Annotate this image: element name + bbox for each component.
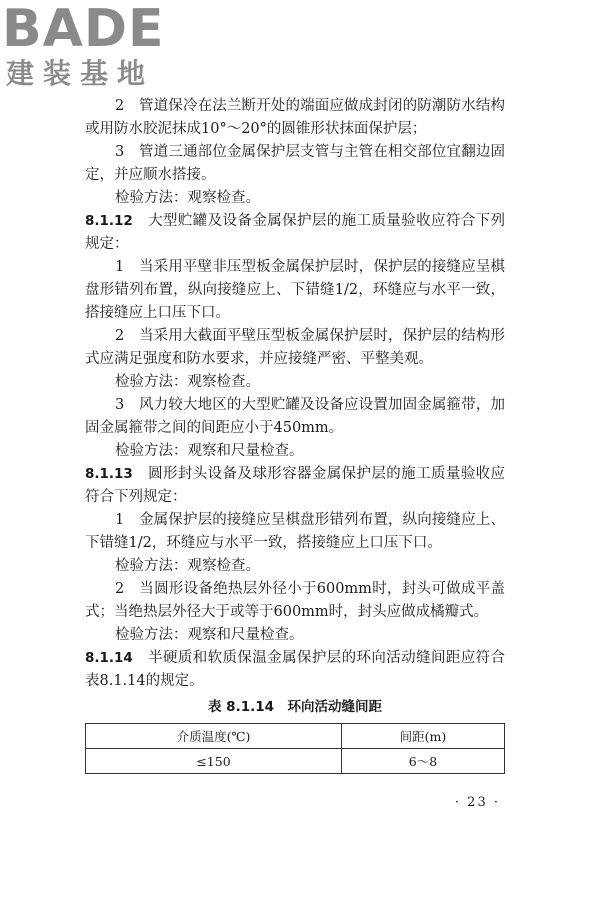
body-paragraph: [85, 578, 505, 624]
logo-brand-text: BADE: [2, 0, 165, 59]
clause-number: 8.1.14: [85, 650, 133, 666]
clause-number: 8.1.13: [85, 466, 133, 482]
paragraph-text: 半硬质和软质保温金属保护层的环向活动缝间距应符合表8.1.14的规定。: [85, 650, 505, 689]
body-paragraph: [85, 95, 505, 141]
paragraph-text: 3 风力较大地区的大型贮罐及设备应设置加固金属箍带，加固金属箍带之间的间距应小于450mm。: [85, 397, 505, 436]
body-paragraph: [85, 371, 505, 394]
body-paragraph: [85, 325, 505, 371]
paragraph-text: 圆形封头设备及球形容器金属保护层的施工质量验收应符合下列规定：: [85, 466, 505, 505]
paragraph-text: 3 管道三通部位金属保护层支管与主管在相交部位宜翻边固定，并应顺水搭接。: [85, 144, 505, 183]
paragraph-text: 1 金属保护层的接缝应呈棋盘形错列布置，纵向接缝应上、下错缝1/2，环缝应与水平一致，搭接缝应上口压下口。: [85, 512, 505, 551]
paragraph-text: 检验方法：观察和尺量检查。: [115, 627, 304, 643]
body-paragraph: [85, 256, 505, 325]
table-title: 表 8.1.14 环向活动缝间距: [207, 699, 383, 715]
brand-logo: [2, 2, 177, 94]
table-row: [86, 749, 505, 774]
body-paragraph: [85, 394, 505, 440]
table-header-row: [86, 724, 505, 749]
table-cell: ≤150: [86, 749, 342, 774]
clause-number: 8.1.12: [85, 213, 133, 229]
body-paragraph: [85, 187, 505, 210]
paragraph-text: 大型贮罐及设备金属保护层的施工质量验收应符合下列规定：: [85, 213, 505, 252]
paragraph-text: 2 管道保冷在法兰断开处的端面应做成封闭的防潮防水结构或用防水胶泥抹成10°～20°的圆锥形状抹面保护层；: [85, 98, 505, 137]
clause-paragraph: [85, 210, 505, 256]
paragraph-text: 2 当采用大截面平壁压型板金属保护层时，保护层的结构形式应满足强度和防水要求，并应接缝严密、平整美观。: [85, 328, 505, 367]
table-header-cell: 间距(m): [341, 724, 504, 749]
paragraph-text: 检验方法：观察检查。: [115, 374, 260, 390]
paragraph-text: 检验方法：观察检查。: [115, 190, 260, 206]
clause-paragraph: [85, 647, 505, 693]
clause-paragraph: [85, 463, 505, 509]
paragraph-text: 2 当圆形设备绝热层外径小于600mm时，封头可做成平盖式；当绝热层外径大于或等于600mm时，封头应做成橘瓣式。: [85, 581, 505, 620]
document-body: [85, 95, 505, 774]
paragraph-list: [85, 95, 505, 693]
page-number: · 23 ·: [454, 795, 500, 810]
body-paragraph: [85, 624, 505, 647]
paragraph-text: 检验方法：观察检查。: [115, 558, 260, 574]
body-paragraph: [85, 141, 505, 187]
paragraph-text: 1 当采用平壁非压型板金属保护层时，保护层的接缝应呈棋盘形错列布置，纵向接缝应上、下错缝1/2，环缝应与水平一致，搭接缝应上口压下口。: [85, 259, 505, 321]
body-paragraph: [85, 555, 505, 578]
paragraph-text: 检验方法：观察和尺量检查。: [115, 443, 304, 459]
table-header-cell: 介质温度(℃): [86, 724, 342, 749]
body-paragraph: [85, 509, 505, 555]
spacing-table: [85, 723, 505, 774]
table-cell: 6～8: [341, 749, 504, 774]
body-paragraph: [85, 440, 505, 463]
logo-subtitle-text: 建装基地: [6, 57, 155, 90]
